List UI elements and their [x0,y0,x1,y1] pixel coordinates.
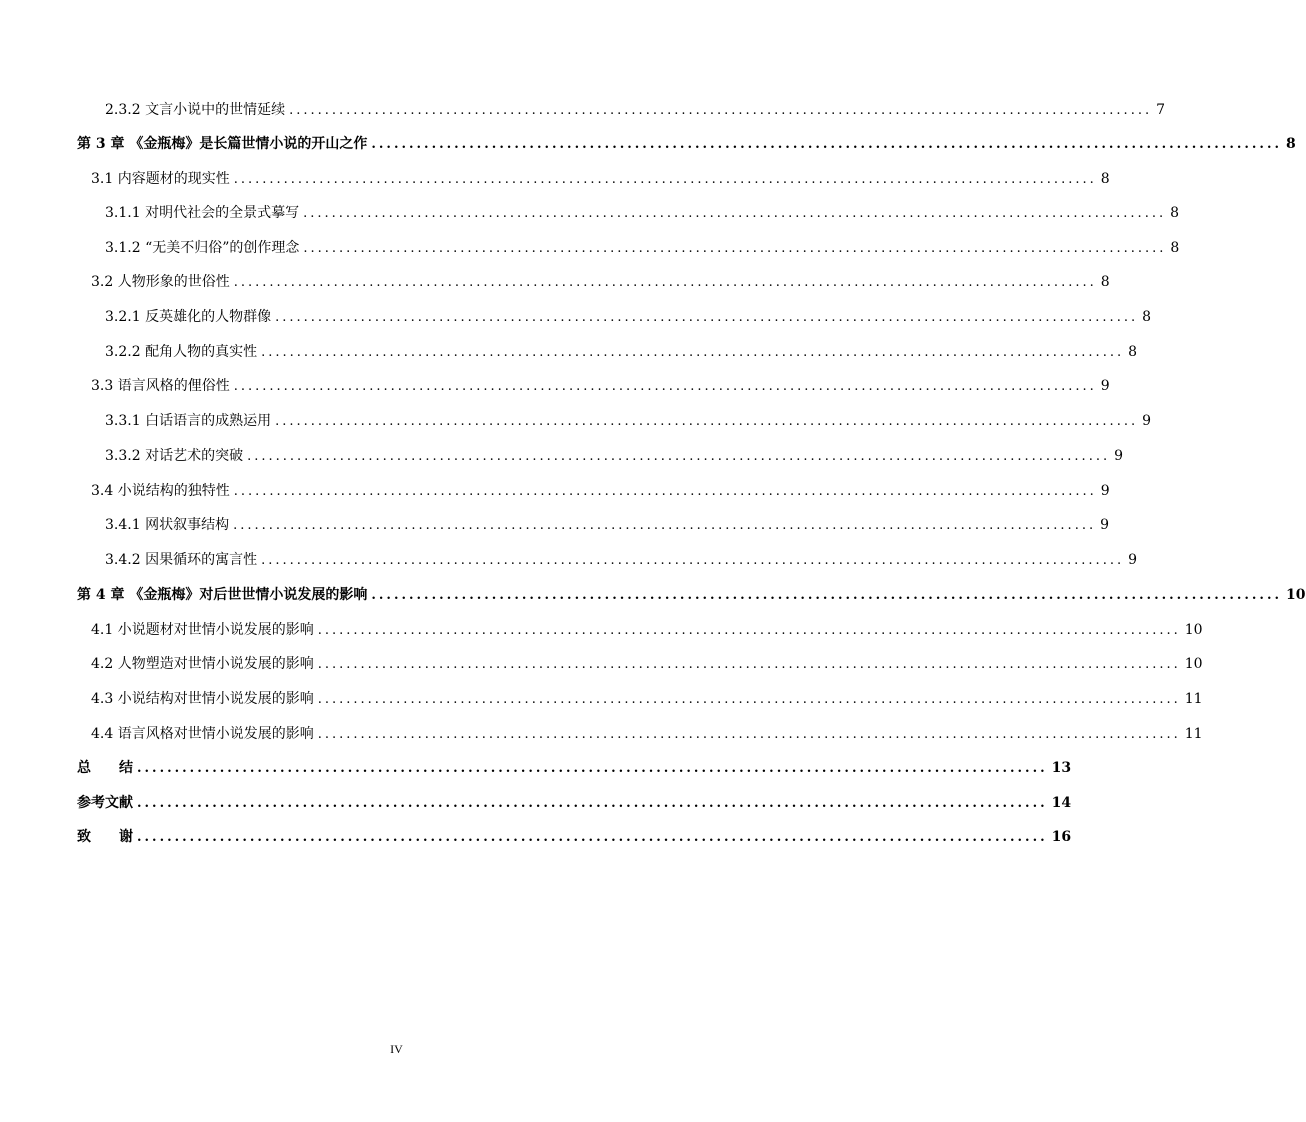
toc-entry-label: 4.4 语言风格对世情小说发展的影响 [91,726,314,742]
toc-entry-label: 3.4.2 因果循环的寓言性 [105,552,258,568]
dot-leader: ......................................................................................................................... [317,623,1181,638]
toc-entry-label: 3.3.2 对话艺术的突破 [105,448,244,464]
dot-leader: ......................................................................................................................... [137,796,1048,811]
toc-entry[interactable] [105,202,1180,224]
dot-leader: ......................................................................................................................... [247,449,1111,464]
toc-entry-label: 第 3 章 《金瓶梅》是长篇世情小说的开山之作 [77,136,368,152]
toc-entry[interactable] [91,619,1203,641]
dot-leader: ......................................................................................................................... [317,657,1181,672]
toc-entry-page: 8 [1128,344,1138,360]
toc-entry-label: 3.2.2 配角人物的真实性 [105,344,258,360]
toc-entry-page: 9 [1100,378,1110,394]
dot-leader: ......................................................................................................................... [261,345,1125,360]
toc-entry[interactable] [91,271,1110,293]
toc-entry-page: 8 [1100,171,1110,187]
toc-entry-page: 11 [1184,691,1203,707]
dot-leader: ......................................................................................................................... [233,275,1097,290]
toc-entry-label: 致 谢 [77,829,133,845]
toc-entry-page: 14 [1051,795,1072,811]
toc-entry-label: 4.1 小说题材对世情小说发展的影响 [91,622,314,638]
toc-entry-label: 3.1.1 对明代社会的全景式摹写 [105,205,300,221]
toc-entry[interactable] [105,341,1138,363]
toc-entry-page: 10 [1184,656,1203,672]
toc-entry-page: 8 [1170,240,1180,256]
toc-entry-page: 9 [1100,483,1110,499]
toc-entry[interactable] [77,792,1072,814]
toc-entry-page: 10 [1286,587,1306,603]
toc-entry-page: 16 [1051,829,1072,845]
toc-entry[interactable] [105,514,1110,536]
toc-entry-label: 参考文献 [77,795,133,811]
toc-entry-page: 11 [1184,726,1203,742]
toc-entry[interactable] [105,99,1166,121]
toc-entry[interactable] [91,480,1110,502]
toc-entry-page: 13 [1051,760,1072,776]
toc-entry[interactable] [105,237,1180,259]
toc-entry[interactable] [105,306,1152,328]
dot-leader: ......................................................................................................................... [371,588,1283,603]
dot-leader: ......................................................................................................................... [233,484,1097,499]
toc-entry-page: 8 [1100,274,1110,290]
toc-entry[interactable] [91,653,1203,675]
toc-entry[interactable] [105,445,1124,467]
toc-entry-page: 9 [1100,517,1110,533]
dot-leader: ......................................................................................................................... [303,241,1167,256]
dot-leader: ......................................................................................................................... [289,103,1153,118]
toc-entry-page: 8 [1170,205,1180,221]
toc-entry[interactable] [77,133,1296,155]
toc-entry-page: 7 [1156,102,1166,118]
toc-entry[interactable] [91,168,1110,190]
dot-leader: ......................................................................................................................... [137,761,1048,776]
toc-entry[interactable] [77,584,1306,606]
toc-entry-label: 3.2.1 反英雄化的人物群像 [105,309,272,325]
dot-leader: ......................................................................................................................... [371,137,1283,152]
toc-entry-label: 3.3.1 白话语言的成熟运用 [105,413,272,429]
dot-leader: ......................................................................................................................... [275,414,1139,429]
toc-entry-label: 3.4.1 网状叙事结构 [105,517,230,533]
dot-leader: ......................................................................................................................... [233,518,1097,533]
toc-entry[interactable] [77,757,1072,779]
dot-leader: ......................................................................................................................... [137,830,1048,845]
toc-entry-label: 总 结 [77,760,133,776]
toc-entry-label: 3.4 小说结构的独特性 [91,483,230,499]
dot-leader: ......................................................................................................................... [317,727,1181,742]
toc-entry-label: 第 4 章 《金瓶梅》对后世世情小说发展的影响 [77,587,368,603]
page-number: IV [390,1042,403,1056]
toc-entry-page: 9 [1128,552,1138,568]
dot-leader: ......................................................................................................................... [233,172,1097,187]
toc-entry[interactable] [91,723,1203,745]
dot-leader: ......................................................................................................................... [275,310,1139,325]
toc-entry-label: 2.3.2 文言小说中的世情延续 [105,102,286,118]
toc-entry-label: 3.1 内容题材的现实性 [91,171,230,187]
toc-entry-label: 3.1.2 “无美不归俗”的创作理念 [105,240,300,256]
dot-leader: ......................................................................................................................... [233,379,1097,394]
toc-entry[interactable] [91,688,1203,710]
toc-entry-page: 9 [1142,413,1152,429]
toc-entry-page: 8 [1142,309,1152,325]
toc-entry-page: 10 [1184,622,1203,638]
toc-entry[interactable] [105,549,1138,571]
toc-entry-page: 9 [1114,448,1124,464]
toc-entry[interactable] [105,410,1152,432]
toc-entry-label: 3.3 语言风格的俚俗性 [91,378,230,394]
dot-leader: ......................................................................................................................... [303,206,1167,221]
toc-entry-label: 4.2 人物塑造对世情小说发展的影响 [91,656,314,672]
toc-entry-label: 3.2 人物形象的世俗性 [91,274,230,290]
toc-entry-page: 8 [1286,136,1296,152]
toc-entry[interactable] [91,375,1110,397]
toc-entry[interactable] [77,826,1072,848]
toc-entry-label: 4.3 小说结构对世情小说发展的影响 [91,691,314,707]
dot-leader: ......................................................................................................................... [261,553,1125,568]
dot-leader: ......................................................................................................................... [317,692,1181,707]
